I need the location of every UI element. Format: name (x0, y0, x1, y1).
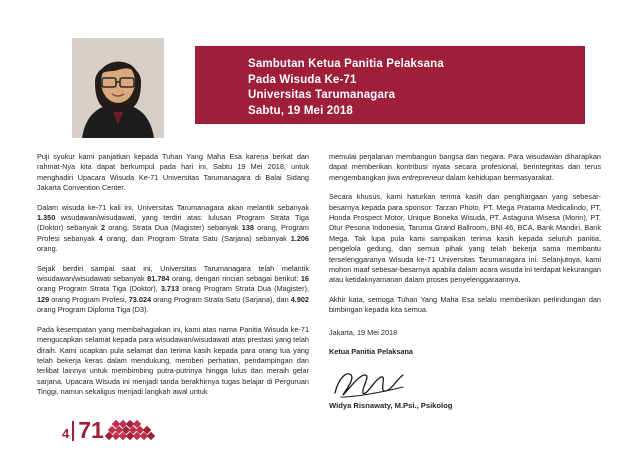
paragraph: Dalam wisuda ke-71 kali ini, Universitas Tarumanagara akan melantik sebanyak 1.350 wisudawan/wisudawati, yang terdiri atas: lulusan Program Strata Tiga (Doktor) sebanyak 2 orang, Strata Dua (Magister) sebanyak 138 orang, Program Profesi sebanyak 4 orang, dan Program Strata Satu (Sarjana) sebanyak 1.206 orang. (37, 202, 309, 254)
header-line-1: Sambutan Ketua Panitia Pelaksana (248, 58, 444, 70)
signature-name: Widya Risnawaty, M.Psi., Psikolog (329, 400, 453, 410)
signature-city-date: Jakarta, 19 Mei 2018 (329, 327, 398, 337)
signature-mark (329, 367, 601, 401)
body-column-left (37, 152, 309, 398)
logo-number: 71 (72, 421, 104, 441)
paragraph: Akhir kata, semoga Tuhan Yang Maha Esa selalu memberikan perlindungan dan bimbingan kepada kita semua. (329, 294, 601, 315)
paragraph: Puji syukur kami panjatkan kepada Tuhan Yang Maha Esa karena berkat dan rahmat-Nya kita dapat berkumpul pada hari ini, Sabtu 19 Mei 2018, untuk menghadiri Upacara Wisuda Ke-71 Universitas Tarumanagara di Balai Sidang Jakarta Convention Center. (37, 152, 309, 193)
anniversary-logo (72, 417, 154, 444)
page-number: 4 (62, 426, 70, 441)
handwritten-signature-icon (329, 367, 419, 401)
paragraph: Sejak berdiri sampai saat ini, Universitas Tarumanagara telah melantik wisudawan/wisudawati sebanyak 81.784 orang, dengan rincian sebagai berikut: 16 orang Program Strata Tiga (Doktor), 3.713 orang Program Strata Dua (Magister), 129 orang Program Profesi, 73.024 orang Program Strata Satu (Sarjana), dan 4.902 orang Program Diploma Tiga (D3). (37, 263, 309, 315)
header-line-3: Universitas Tarumanagara (248, 89, 396, 101)
signature-block (329, 328, 601, 411)
paragraph: Pada kesempatan yang membahagiakan ini, kami atas nama Panitia Wisuda ke-71 mengucapkan selamat kepada para wisudawan/wisudawati atas prestasi yang telah diraih. Kami ucapkan pula selamat dan terima kasih kepada para orang tua yang telah bekerja keras dalam mendukung, memberi perhatian, pendampingan dan terlibat lainnya untuk membimbing putra-putrinya hingga lulus dan meraih gelar sarjana. Upacara Wisuda ini menjadi tanda berakhirnya tugas belajar di Perguruan Tinggi, namun sekaligus menjadi langkah awal untuk (37, 324, 309, 397)
diamond-pattern-icon (106, 419, 154, 441)
header-line-4: Sabtu, 19 Mei 2018 (248, 104, 353, 117)
footer (62, 417, 154, 444)
portrait-illustration (72, 38, 164, 138)
portrait-photo (72, 38, 164, 138)
signature-role: Ketua Panitia Pelaksana (329, 347, 413, 357)
paragraph: memulai perjalanan membangun bangsa dan negara. Para wisudawan diharapkan dapat memberikan kontribusi nyata secara profesional, berintegritas dan terus mengembangkan jiwa entrepreneur dalam kehidupan bermasyarakat. (329, 152, 601, 182)
header-line-2: Pada Wisuda Ke-71 (248, 73, 357, 86)
body-column-right (329, 152, 601, 411)
header-band (195, 46, 585, 124)
paragraph: Secara khusus, kami haturkan terima kasih dan penghargaan yang sebesar-besarnya kepada para sponsor: Tarzan Photo, PT. Mega Pratama Medicalindo, PT, Honda Prospect Motor, Unique Boneka Wisuda, PT. Astaguna Wisesa (Morin), PT. Dtur Pesona Indonesia, Taruma Grand Ballroom, BNI 46, BCA, Bank Mandiri, Bank Mega. Tak lupa pula kami sampaikan terima kasih kepada seluruh panitia, pengelola gedung, dan semua pihak yang telah bekerja sama membantu terselenggaranya Wisuda ke-71 Universitas Tarumanagara ini. Selanjutnya, kami mohon maaf sebesar-besarnya apabila dalam acara wisuda ini terdapat kekurangan atau ketidaknyamanan dalam proses penyelenggaraannya. (329, 192, 601, 285)
header-text-block (248, 57, 577, 119)
